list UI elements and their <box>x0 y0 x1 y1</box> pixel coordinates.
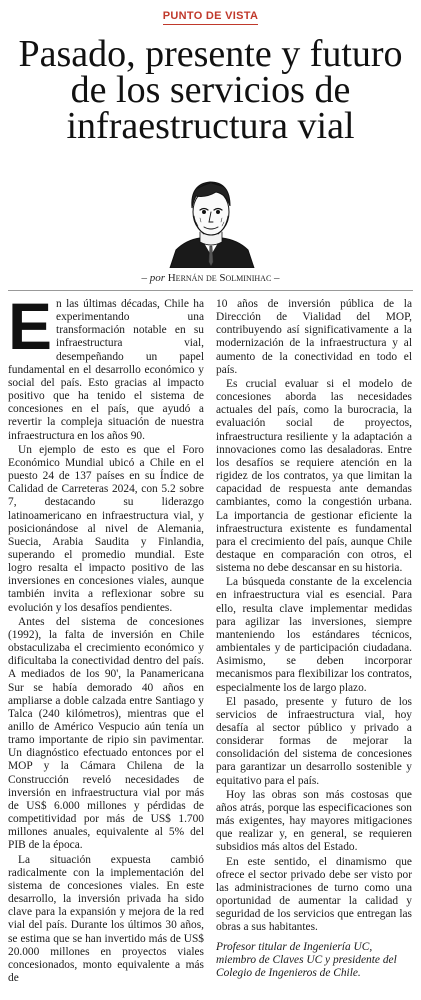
section-tag-label: PUNTO DE VISTA <box>163 10 258 25</box>
article-paragraph: En este sentido, el dinamismo que ofrece el sector privado debe ser visto por las administraciones de turno como una oportunidad de aumentar la calidad y seguridad de los servicios que entregan las obras a sus habitantes. <box>216 855 412 934</box>
article-paragraph: El pasado, presente y futuro de los servicios de infraestructura vial, hoy desafía al sector público y privado a considerar formas de mejorar la consolidación del sistema de concesiones para garantizar un desarrollo sostenible y equitativo para el país. <box>216 695 412 787</box>
byline-prefix: – por <box>141 272 165 284</box>
drop-cap: E <box>8 289 53 363</box>
byline <box>0 272 421 284</box>
article-paragraph: Es crucial evaluar si el modelo de concesiones aborda las necesidades actuales del país, como la burocracia, la evaluación social de proyectos, infraestructura resiliente y la adaptación a innovaciones como las desaladoras. Entre los desafíos se requiere atención en la rigidez de los contratos, ya que limitan la capacidad de respuesta ante demandas cambiantes, como la congestión urbana. La importancia de gestionar eficiente la infraestructura existente es fundamental para el crecimiento del país, aunque Chile destaque en comparación con otros, el sistema no debe descansar en su historia. <box>216 377 412 575</box>
divider <box>8 290 413 291</box>
article-paragraph: La situación expuesta cambió radicalmente con la implementación del sistema de concesiones viales. En este desarrollo, la inversión privada ha sido clave para la expansión y mejora de la red vial del país. Durante los últimos 30 años, se estima que se han invertido más de US$ 20.000 millones en proyectos viales concesionados, monto equivalente a más de <box>8 853 204 984</box>
article-paragraph: Antes del sistema de concesiones (1992), la falta de inversión en Chile obstaculizaba el crecimiento económico y dificultaba la conectividad dentro del país. A mediados de los 90', la Panamericana Sur se había demorado 40 años en ampliarse a doble calzada entre Santiago y Talca (240 kilómetros), mientras que el anillo de Américo Vespucio aún tenía un tramo importante de ripio sin pavimentar. Un diagnóstico efectuado entonces por el MOP y la Cámara Chilena de la Construcción reveló necesidades de inversión en infraestructura vial por más de US$ 6.000 millones y pérdidas de competitividad por más de US$ 1.700 millones anuales, equivalente al 5% del PIB de la época. <box>8 615 204 852</box>
section-tag <box>0 6 421 25</box>
article-paragraph: La búsqueda constante de la excelencia en infraestructura vial es esencial. Para ello, resulta clave implementar medidas para agilizar las inversiones, siempre manteniendo los estándares técnicos, ambientales y de participación ciudadana. Asimismo, se deben incorporar mecanismos para flexibilizar los contratos, especialmente los de largo plazo. <box>216 576 412 694</box>
article-paragraph: En las últimas décadas, Chile ha experimentando una transformación notable en su infraestructura vial, desempeñando un papel fundamental en el desarrollo económico y social del país. Esto gracias al impacto positivo que ha tenido el sistema de concesiones en el país, que ayudó a revertir la compleja situación de nuestra infraestructura en los años 90. <box>8 289 204 442</box>
article-headline: Pasado, presente y futuro de los servicios de infraestructura vial <box>18 33 403 147</box>
article-paragraph: 10 años de inversión pública de la Dirección de Vialidad del MOP, contribuyendo así significativamente a la modernización de la infraestructura y al aumento de la conectividad en todo el país. <box>216 298 412 376</box>
article-paragraph: Un ejemplo de esto es que el Foro Económico Mundial ubicó a Chile en el puesto 24 de 137 países en su Índice de Calidad de Carreteras 2024, con 5.2 sobre 7, destacando su liderazgo latinoamericano en infraestructura vial, y posicionándose al nivel de Alemania, Suecia, Arabia Saudita y Finlandia, superando el promedio mundial. Este logro resalta el impacto positivo de las inversiones en concesiones viales, aunque también invita a reflexionar sobre su evolución y los desafíos pendientes. <box>8 443 204 614</box>
author-portrait <box>166 172 256 268</box>
article-column-right <box>216 298 412 981</box>
article-column-left <box>8 289 204 986</box>
article-paragraph: Hoy las obras son más costosas que años atrás, porque las especificaciones son más exigentes, hay mayores mitigaciones que realizar y, en general, se requieren subsidios más altos del Estado. <box>216 788 412 854</box>
portrait-sketch <box>170 182 254 268</box>
author-bio: Profesor titular de Ingeniería UC, miembro de Claves UC y presidente del Colegio de Ingenieros de Chile. <box>216 940 397 979</box>
byline-author: Hernán de Solminihac <box>167 272 272 284</box>
byline-suffix: – <box>274 272 280 284</box>
